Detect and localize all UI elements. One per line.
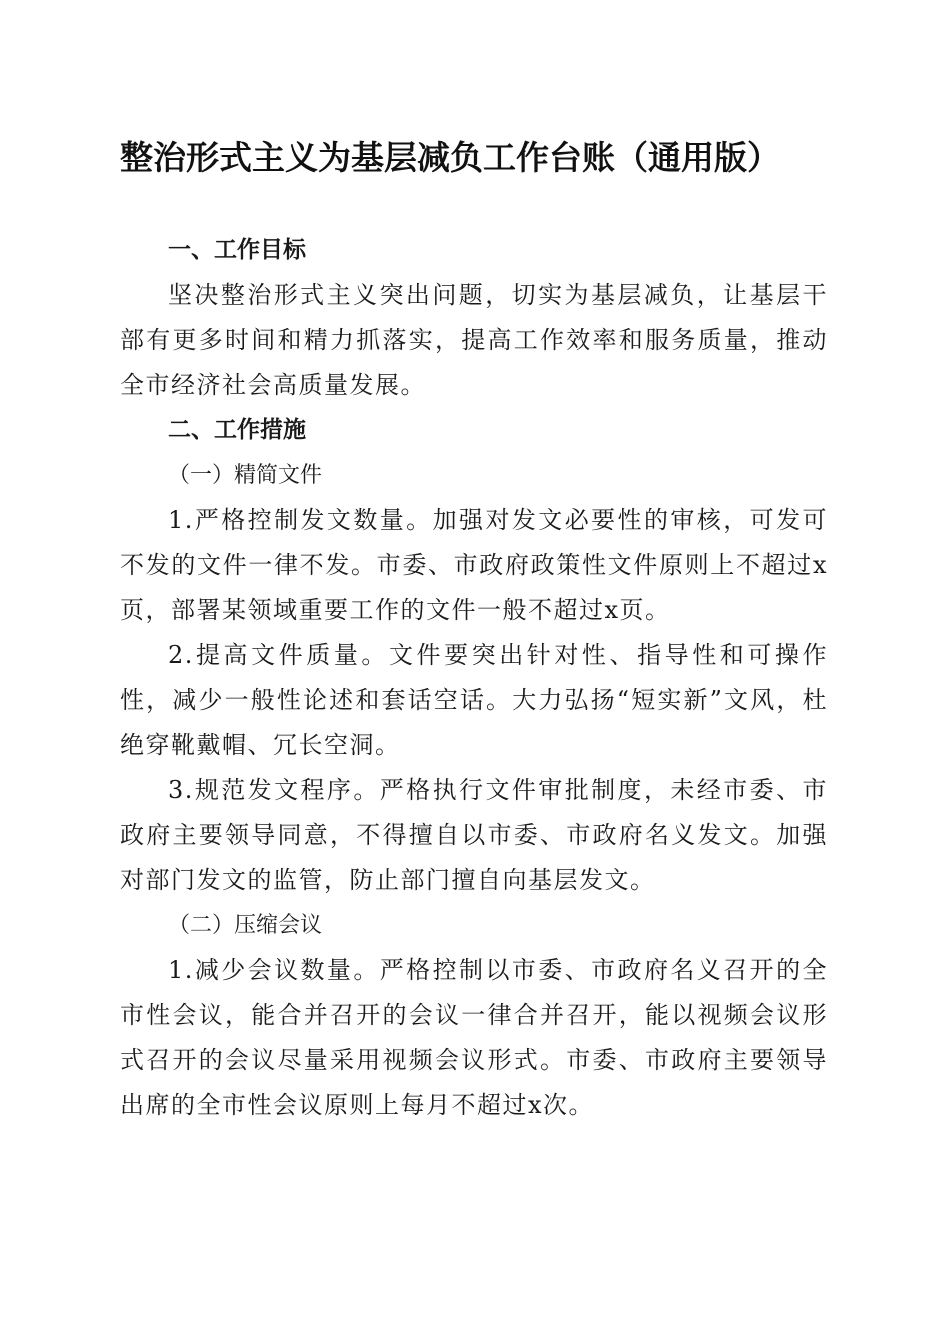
- goals-paragraph: 坚决整治形式主义突出问题，切实为基层减负，让基层干部有更多时间和精力抓落实，提高工作效率和服务质量，推动全市经济社会高质量发展。: [120, 281, 828, 399]
- subsection-heading-documents: （一）精简文件: [168, 463, 323, 488]
- subsection-heading-meetings: （二）压缩会议: [168, 913, 323, 938]
- meetings-item-1: 1.减少会议数量。严格控制以市委、市政府名义召开的全市性会议，能合并召开的会议一律合并召开，能以视频会议形式召开的会议尽量采用视频会议形式。市委、市政府主要领导出席的全市性会议原则上每月不超过x次。: [120, 956, 828, 1119]
- section-heading-measures: 二、工作措施: [168, 417, 306, 443]
- document-body: [120, 228, 828, 1128]
- documents-item-1: 1.严格控制发文数量。加强对发文必要性的审核，可发可不发的文件一律不发。市委、市政府政策性文件原则上不超过x页，部署某领域重要工作的文件一般不超过x页。: [120, 506, 828, 624]
- documents-item-2: 2.提高文件质量。文件要突出针对性、指导性和可操作性，减少一般性论述和套话空话。大力弘扬“短实新”文风，杜绝穿靴戴帽、冗长空洞。: [120, 641, 828, 759]
- section-heading-goals: 一、工作目标: [168, 237, 306, 263]
- document-title: 整治形式主义为基层减负工作台账（通用版）: [120, 138, 780, 177]
- documents-item-3: 3.规范发文程序。严格执行文件审批制度，未经市委、市政府主要领导同意，不得擅自以市委、市政府名义发文。加强对部门发文的监管，防止部门擅自向基层发文。: [120, 776, 828, 894]
